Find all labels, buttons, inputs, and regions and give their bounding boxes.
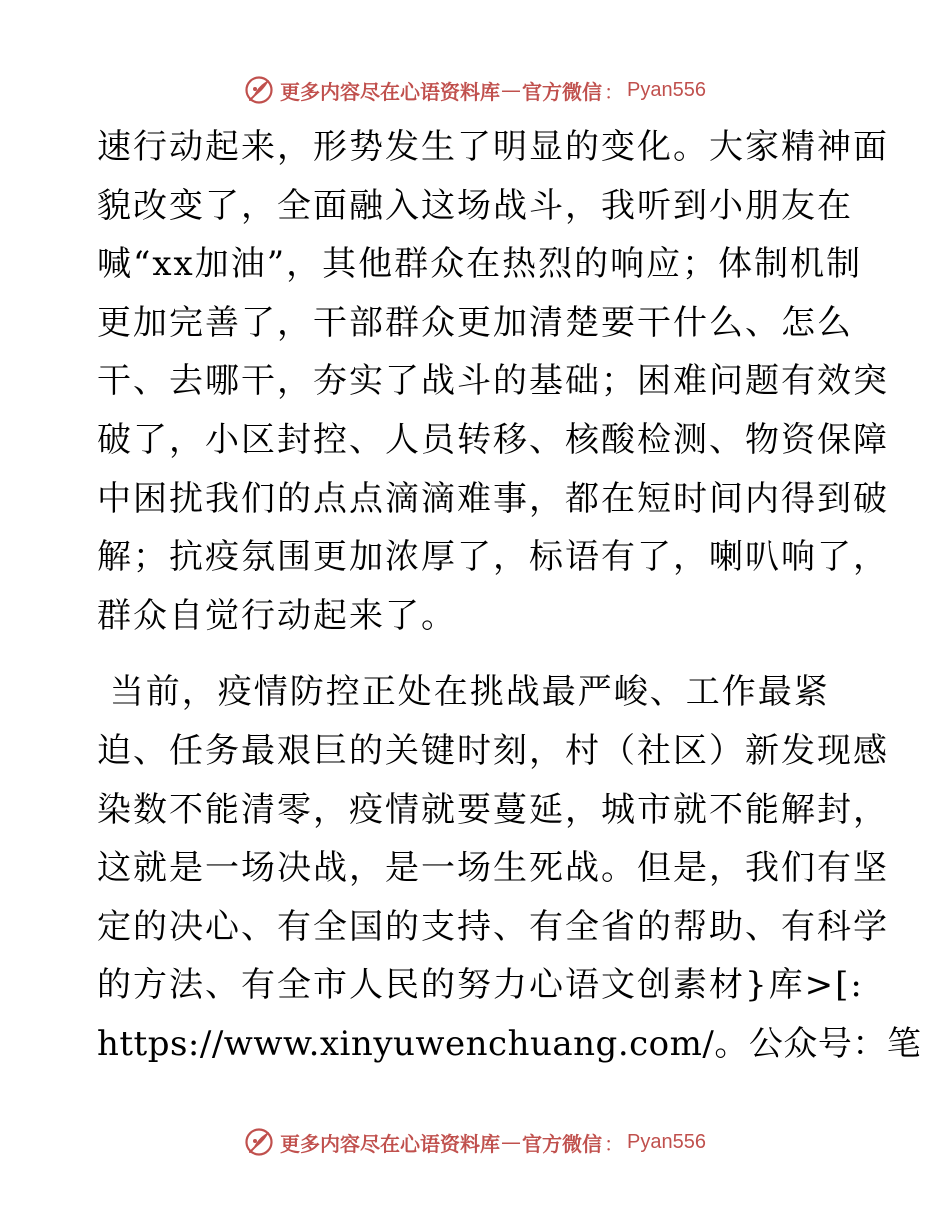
text-line: 破了，小区封控、人员转移、核酸检测、物资保障 xyxy=(97,419,889,460)
quill-logo-icon xyxy=(244,1127,274,1157)
footer-dash: — xyxy=(501,1130,522,1154)
footer-banner xyxy=(0,1122,950,1162)
text-line: 中困扰我们的点点滴滴难事，都在短时间内得到破 xyxy=(97,478,889,519)
text-line: 干、去哪干，夯实了战斗的基础；困难问题有效突 xyxy=(97,361,889,402)
text-line: 这就是一场决战，是一场生死战。但是，我们有坚 xyxy=(97,848,889,889)
document-body xyxy=(97,118,922,1074)
text-line: 更加完善了，干部群众更加清楚要干什么、怎么 xyxy=(97,302,853,343)
header-banner xyxy=(0,70,950,110)
footer-wechat-label: 官方微信 xyxy=(522,1131,603,1156)
text-line: 当前，疫情防控正处在挑战最严峻、工作最紧 xyxy=(97,672,830,713)
text-line: 的方法、有全市人民的努力心语文创素材}库>[: xyxy=(97,965,864,1006)
header-wechat-label: 官方微信 xyxy=(522,79,603,104)
footer-wechat-handle: Pyan556 xyxy=(627,1130,706,1153)
paragraph-gap xyxy=(97,645,857,663)
quill-logo-icon xyxy=(244,75,274,105)
footer-brand-text: 更多内容尽在心语资料库 xyxy=(280,1131,501,1156)
text-line: 群众自觉行动起来了。 xyxy=(97,595,457,636)
text-line: 迫、任务最艰巨的关键时刻，村（社区）新发现感 xyxy=(97,730,889,771)
header-dash: — xyxy=(501,78,522,102)
text-line: 解；抗疫氛围更加浓厚了，标语有了，喇叭响了， xyxy=(97,537,889,578)
paragraph-2 xyxy=(97,663,922,1073)
text-line: 速行动起来，形势发生了明显的变化。大家精神面 xyxy=(97,127,889,167)
header-brand-text: 更多内容尽在心语资料库 xyxy=(280,79,501,104)
text-line: 染数不能清零，疫情就要蔓延，城市就不能解封， xyxy=(97,789,889,830)
paragraph-1 xyxy=(97,118,889,645)
text-line: 貌改变了，全面融入这场战斗，我听到小朋友在 xyxy=(97,185,853,226)
text-line: 喊“xx加油”，其他群众在热烈的响应；体制机制 xyxy=(97,244,863,285)
footer-colon: ： xyxy=(604,1131,625,1156)
header-colon: ： xyxy=(604,79,625,104)
header-wechat-handle: Pyan556 xyxy=(627,78,706,101)
text-line-url: https://www.xinyuwenchuang.com/。公众号：笔 xyxy=(97,1023,922,1064)
text-line: 定的决心、有全国的支持、有全省的帮助、有科学 xyxy=(97,906,889,947)
